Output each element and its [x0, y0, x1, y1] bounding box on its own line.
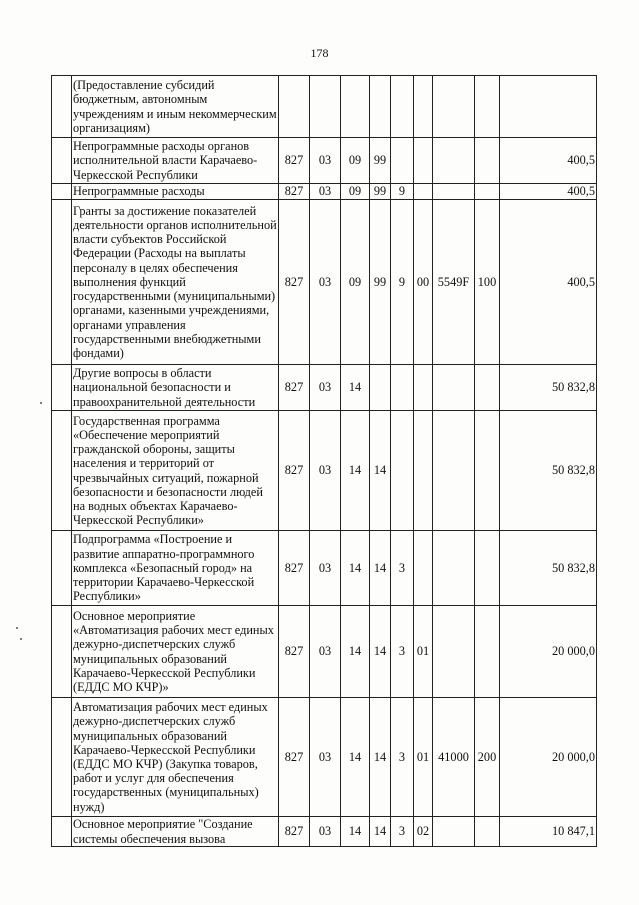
row-name: Основное мероприятие «Автоматизация рабочих мест единых дежурно-диспетчерских служб муниципальных образований Карачаево-Черкесской Республики (ЕДДС МО КЧР)» [72, 606, 279, 698]
cell-subprogram [391, 365, 414, 411]
table-row [52, 531, 597, 606]
row-name: (Предоставление субсидий бюджетным, автономным учреждениям и иным некоммерческим организациям) [72, 76, 279, 138]
empty-cell [52, 200, 72, 365]
cell-amount: 50 832,8 [500, 531, 597, 606]
cell-amount: 400,5 [500, 200, 597, 365]
cell-section: 03 [310, 200, 341, 365]
cell-direction [433, 76, 475, 138]
cell-expense-type [475, 76, 500, 138]
cell-expense-type [475, 138, 500, 184]
cell-section: 03 [310, 365, 341, 411]
cell-event [414, 184, 433, 200]
cell-direction [433, 531, 475, 606]
budget-table [51, 75, 597, 847]
cell-amount: 50 832,8 [500, 365, 597, 411]
table-row [52, 200, 597, 365]
empty-cell [52, 817, 72, 847]
cell-program: 14 [370, 411, 391, 531]
table-row [52, 698, 597, 817]
cell-expense-type [475, 606, 500, 698]
cell-amount: 20 000,0 [500, 606, 597, 698]
cell-amount: 20 000,0 [500, 698, 597, 817]
row-name: Непрограммные расходы [72, 184, 279, 200]
cell-admin: 827 [279, 365, 310, 411]
cell-admin: 827 [279, 817, 310, 847]
cell-section: 03 [310, 606, 341, 698]
cell-amount: 10 847,1 [500, 817, 597, 847]
cell-expense-type [475, 184, 500, 200]
cell-section: 03 [310, 138, 341, 184]
cell-subprogram: 3 [391, 698, 414, 817]
table-row [52, 411, 597, 531]
cell-direction [433, 365, 475, 411]
table-row [52, 184, 597, 200]
cell-subprogram: 3 [391, 531, 414, 606]
row-name: Гранты за достижение показателей деятельности органов исполнительной власти субъектов Российской Федерации (Расходы на выплаты персоналу в целях обеспечения выполнения функций государственными (муниципальными) органами, казенными учреждениями, органами управления государственными внебюджетными фондами) [72, 200, 279, 365]
row-name: Подпрограмма «Построение и развитие аппаратно-программного комплекса «Безопасный город» на территории Карачаево-Черкесской Республики» [72, 531, 279, 606]
cell-admin: 827 [279, 200, 310, 365]
table-row [52, 606, 597, 698]
cell-program: 99 [370, 184, 391, 200]
cell-event [414, 76, 433, 138]
cell-program [370, 76, 391, 138]
cell-event: 01 [414, 698, 433, 817]
cell-program: 14 [370, 698, 391, 817]
cell-direction [433, 138, 475, 184]
empty-cell [52, 138, 72, 184]
row-name: Непрограммные расходы органов исполнительной власти Карачаево-Черкесской Республики [72, 138, 279, 184]
cell-subprogram [391, 76, 414, 138]
cell-expense-type [475, 365, 500, 411]
scan-speck [20, 638, 22, 640]
table-row [52, 365, 597, 411]
cell-event: 01 [414, 606, 433, 698]
cell-expense-type [475, 817, 500, 847]
cell-expense-type: 200 [475, 698, 500, 817]
empty-cell [52, 411, 72, 531]
cell-subsection: 14 [341, 606, 370, 698]
row-name: Другие вопросы в области национальной безопасности и правоохранительной деятельности [72, 365, 279, 411]
cell-expense-type [475, 411, 500, 531]
cell-subsection: 14 [341, 411, 370, 531]
cell-amount [500, 76, 597, 138]
cell-program: 14 [370, 817, 391, 847]
empty-cell [52, 698, 72, 817]
page-number: 178 [310, 46, 329, 60]
cell-expense-type [475, 531, 500, 606]
empty-cell [52, 606, 72, 698]
cell-expense-type: 100 [475, 200, 500, 365]
scan-speck [16, 627, 18, 629]
cell-amount: 400,5 [500, 138, 597, 184]
row-name: Государственная программа «Обеспечение мероприятий гражданской обороны, защиты населения и территорий от чрезвычайных ситуаций, пожарной безопасности и безопасности людей на водных объектах Карачаево-Черкесской Республики» [72, 411, 279, 531]
cell-subsection: 09 [341, 200, 370, 365]
cell-direction: 5549F [433, 200, 475, 365]
cell-subprogram: 3 [391, 606, 414, 698]
cell-direction: 41000 [433, 698, 475, 817]
cell-program: 14 [370, 531, 391, 606]
cell-event [414, 365, 433, 411]
cell-event: 02 [414, 817, 433, 847]
empty-cell [52, 184, 72, 200]
cell-event [414, 531, 433, 606]
cell-admin: 827 [279, 411, 310, 531]
cell-program [370, 365, 391, 411]
cell-subsection [341, 76, 370, 138]
cell-program: 99 [370, 200, 391, 365]
cell-subprogram: 3 [391, 817, 414, 847]
cell-amount: 50 832,8 [500, 411, 597, 531]
cell-admin: 827 [279, 698, 310, 817]
cell-subprogram: 9 [391, 184, 414, 200]
cell-subsection: 14 [341, 698, 370, 817]
cell-amount: 400,5 [500, 184, 597, 200]
cell-section: 03 [310, 411, 341, 531]
table-row [52, 817, 597, 847]
cell-subsection: 09 [341, 184, 370, 200]
cell-section: 03 [310, 531, 341, 606]
row-name: Автоматизация рабочих мест единых дежурно-диспетчерских служб муниципальных образований Карачаево-Черкесской Республики (ЕДДС МО КЧР) (Закупка товаров, работ и услуг для обеспечения государственных (муниципальных) нужд) [72, 698, 279, 817]
cell-admin: 827 [279, 606, 310, 698]
cell-direction [433, 606, 475, 698]
empty-cell [52, 365, 72, 411]
cell-subprogram: 9 [391, 200, 414, 365]
cell-subprogram [391, 411, 414, 531]
cell-program: 14 [370, 606, 391, 698]
cell-subsection: 09 [341, 138, 370, 184]
cell-event [414, 138, 433, 184]
cell-direction [433, 817, 475, 847]
cell-subsection: 14 [341, 531, 370, 606]
cell-direction [433, 411, 475, 531]
cell-section: 03 [310, 184, 341, 200]
scan-speck [40, 402, 42, 404]
empty-cell [52, 76, 72, 138]
table-row [52, 138, 597, 184]
cell-event: 00 [414, 200, 433, 365]
cell-section [310, 76, 341, 138]
cell-subprogram [391, 138, 414, 184]
cell-admin: 827 [279, 138, 310, 184]
cell-admin: 827 [279, 531, 310, 606]
cell-program: 99 [370, 138, 391, 184]
row-name: Основное мероприятие "Создание системы обеспечения вызова [72, 817, 279, 847]
cell-subsection: 14 [341, 365, 370, 411]
cell-subsection: 14 [341, 817, 370, 847]
cell-direction [433, 184, 475, 200]
cell-admin: 827 [279, 184, 310, 200]
cell-section: 03 [310, 698, 341, 817]
cell-section: 03 [310, 817, 341, 847]
cell-event [414, 411, 433, 531]
table-row [52, 76, 597, 138]
cell-admin [279, 76, 310, 138]
empty-cell [52, 531, 72, 606]
